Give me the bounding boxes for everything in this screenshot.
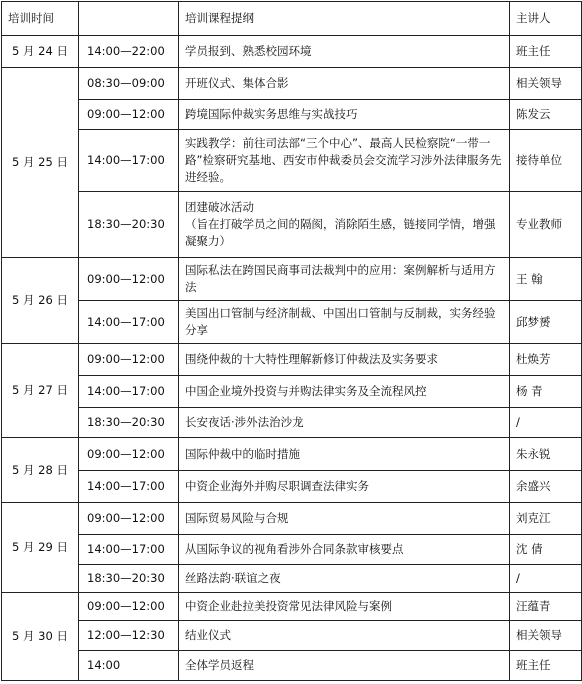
speaker-cell: / xyxy=(510,565,582,593)
time-cell: 12:00—12:30 xyxy=(79,621,179,651)
table-row xyxy=(2,565,582,593)
table-row xyxy=(2,130,582,192)
table-row xyxy=(2,376,582,408)
speaker-cell: 相关领导 xyxy=(510,621,582,651)
speaker-cell: 邱梦赟 xyxy=(510,301,582,344)
speaker-cell: 班主任 xyxy=(510,36,582,68)
course-cell: 长安夜话·涉外法治沙龙 xyxy=(179,408,510,438)
table-row xyxy=(2,36,582,68)
table-row xyxy=(2,593,582,621)
course-cell: 开班仪式、集体合影 xyxy=(179,68,510,100)
time-cell: 09:00—12:00 xyxy=(79,100,179,130)
speaker-cell: 专业教师 xyxy=(510,192,582,258)
header-course: 培训课程提纲 xyxy=(179,2,510,36)
header-row xyxy=(2,2,582,36)
course-cell: 中国企业境外投资与并购法律实务及全流程风控 xyxy=(179,376,510,408)
course-cell: 中资企业海外并购尽职调查法律实务 xyxy=(179,471,510,503)
table-row xyxy=(2,621,582,651)
table-row xyxy=(2,258,582,301)
table-row xyxy=(2,438,582,471)
speaker-cell: 接待单位 xyxy=(510,130,582,192)
course-cell: 国际贸易风险与合规 xyxy=(179,503,510,535)
table-row xyxy=(2,651,582,681)
speaker-cell: 班主任 xyxy=(510,651,582,681)
speaker-cell: 刘克江 xyxy=(510,503,582,535)
time-cell: 09:00—12:00 xyxy=(79,593,179,621)
table-row xyxy=(2,100,582,130)
time-cell: 09:00—12:00 xyxy=(79,258,179,301)
table-row xyxy=(2,408,582,438)
speaker-cell: 朱永锐 xyxy=(510,438,582,471)
table-row xyxy=(2,503,582,535)
date-cell: 5 月 28 日 xyxy=(2,438,79,503)
header-date: 培训时间 xyxy=(2,2,79,36)
table-row xyxy=(2,192,582,258)
time-cell: 18:30—20:30 xyxy=(79,408,179,438)
time-cell: 18:30—20:30 xyxy=(79,565,179,593)
course-cell: 丝路法韵·联谊之夜 xyxy=(179,565,510,593)
date-cell: 5 月 27 日 xyxy=(2,344,79,438)
date-cell: 5 月 29 日 xyxy=(2,503,79,593)
time-cell: 14:00—17:00 xyxy=(79,471,179,503)
date-cell: 5 月 25 日 xyxy=(2,68,79,258)
time-cell: 08:30—09:00 xyxy=(79,68,179,100)
speaker-cell: 汪蕴青 xyxy=(510,593,582,621)
course-cell: 结业仪式 xyxy=(179,621,510,651)
speaker-cell: / xyxy=(510,408,582,438)
course-cell: 中资企业赴拉美投资常见法律风险与案例 xyxy=(179,593,510,621)
time-cell: 09:00—12:00 xyxy=(79,503,179,535)
date-cell: 5 月 30 日 xyxy=(2,593,79,681)
speaker-cell: 王 翰 xyxy=(510,258,582,301)
speaker-cell: 陈发云 xyxy=(510,100,582,130)
date-cell: 5 月 24 日 xyxy=(2,36,79,68)
time-cell: 14:00 xyxy=(79,651,179,681)
course-cell: 国际私法在跨国民商事司法裁判中的应用：案例解析与适用方法 xyxy=(179,258,510,301)
course-cell: 国际仲裁中的临时措施 xyxy=(179,438,510,471)
time-cell: 14:00—17:00 xyxy=(79,301,179,344)
speaker-cell: 沈 倩 xyxy=(510,535,582,565)
time-cell: 14:00—17:00 xyxy=(79,130,179,192)
time-cell: 14:00—17:00 xyxy=(79,376,179,408)
course-cell: 学员报到、熟悉校园环境 xyxy=(179,36,510,68)
schedule-table xyxy=(1,1,582,681)
speaker-cell: 杜焕芳 xyxy=(510,344,582,376)
header-time xyxy=(79,2,179,36)
header-speaker: 主讲人 xyxy=(510,2,582,36)
time-cell: 14:00—22:00 xyxy=(79,36,179,68)
course-cell: 跨境国际仲裁实务思维与实战技巧 xyxy=(179,100,510,130)
course-cell: 团建破冰活动 （旨在打破学员之间的隔阂，消除陌生感，链接同学情，增强凝聚力） xyxy=(179,192,510,258)
speaker-cell: 余盛兴 xyxy=(510,471,582,503)
table-row xyxy=(2,535,582,565)
time-cell: 09:00—12:00 xyxy=(79,344,179,376)
table-row xyxy=(2,68,582,100)
course-cell: 从国际争议的视角看涉外合同条款审核要点 xyxy=(179,535,510,565)
table-row xyxy=(2,301,582,344)
table-row xyxy=(2,344,582,376)
table-row xyxy=(2,471,582,503)
time-cell: 09:00—12:00 xyxy=(79,438,179,471)
course-cell: 全体学员返程 xyxy=(179,651,510,681)
schedule-body xyxy=(2,36,582,681)
course-cell: 实践教学：前往司法部“三个中心”、最高人民检察院“一带一路”检察研究基地、西安市仲裁委员会交流学习涉外法律服务先进经验。 xyxy=(179,130,510,192)
speaker-cell: 杨 青 xyxy=(510,376,582,408)
time-cell: 14:00—17:00 xyxy=(79,535,179,565)
course-cell: 围绕仲裁的十大特性理解新修订仲裁法及实务要求 xyxy=(179,344,510,376)
time-cell: 18:30—20:30 xyxy=(79,192,179,258)
course-cell: 美国出口管制与经济制裁、中国出口管制与反制裁，实务经验分享 xyxy=(179,301,510,344)
date-cell: 5 月 26 日 xyxy=(2,258,79,344)
speaker-cell: 相关领导 xyxy=(510,68,582,100)
